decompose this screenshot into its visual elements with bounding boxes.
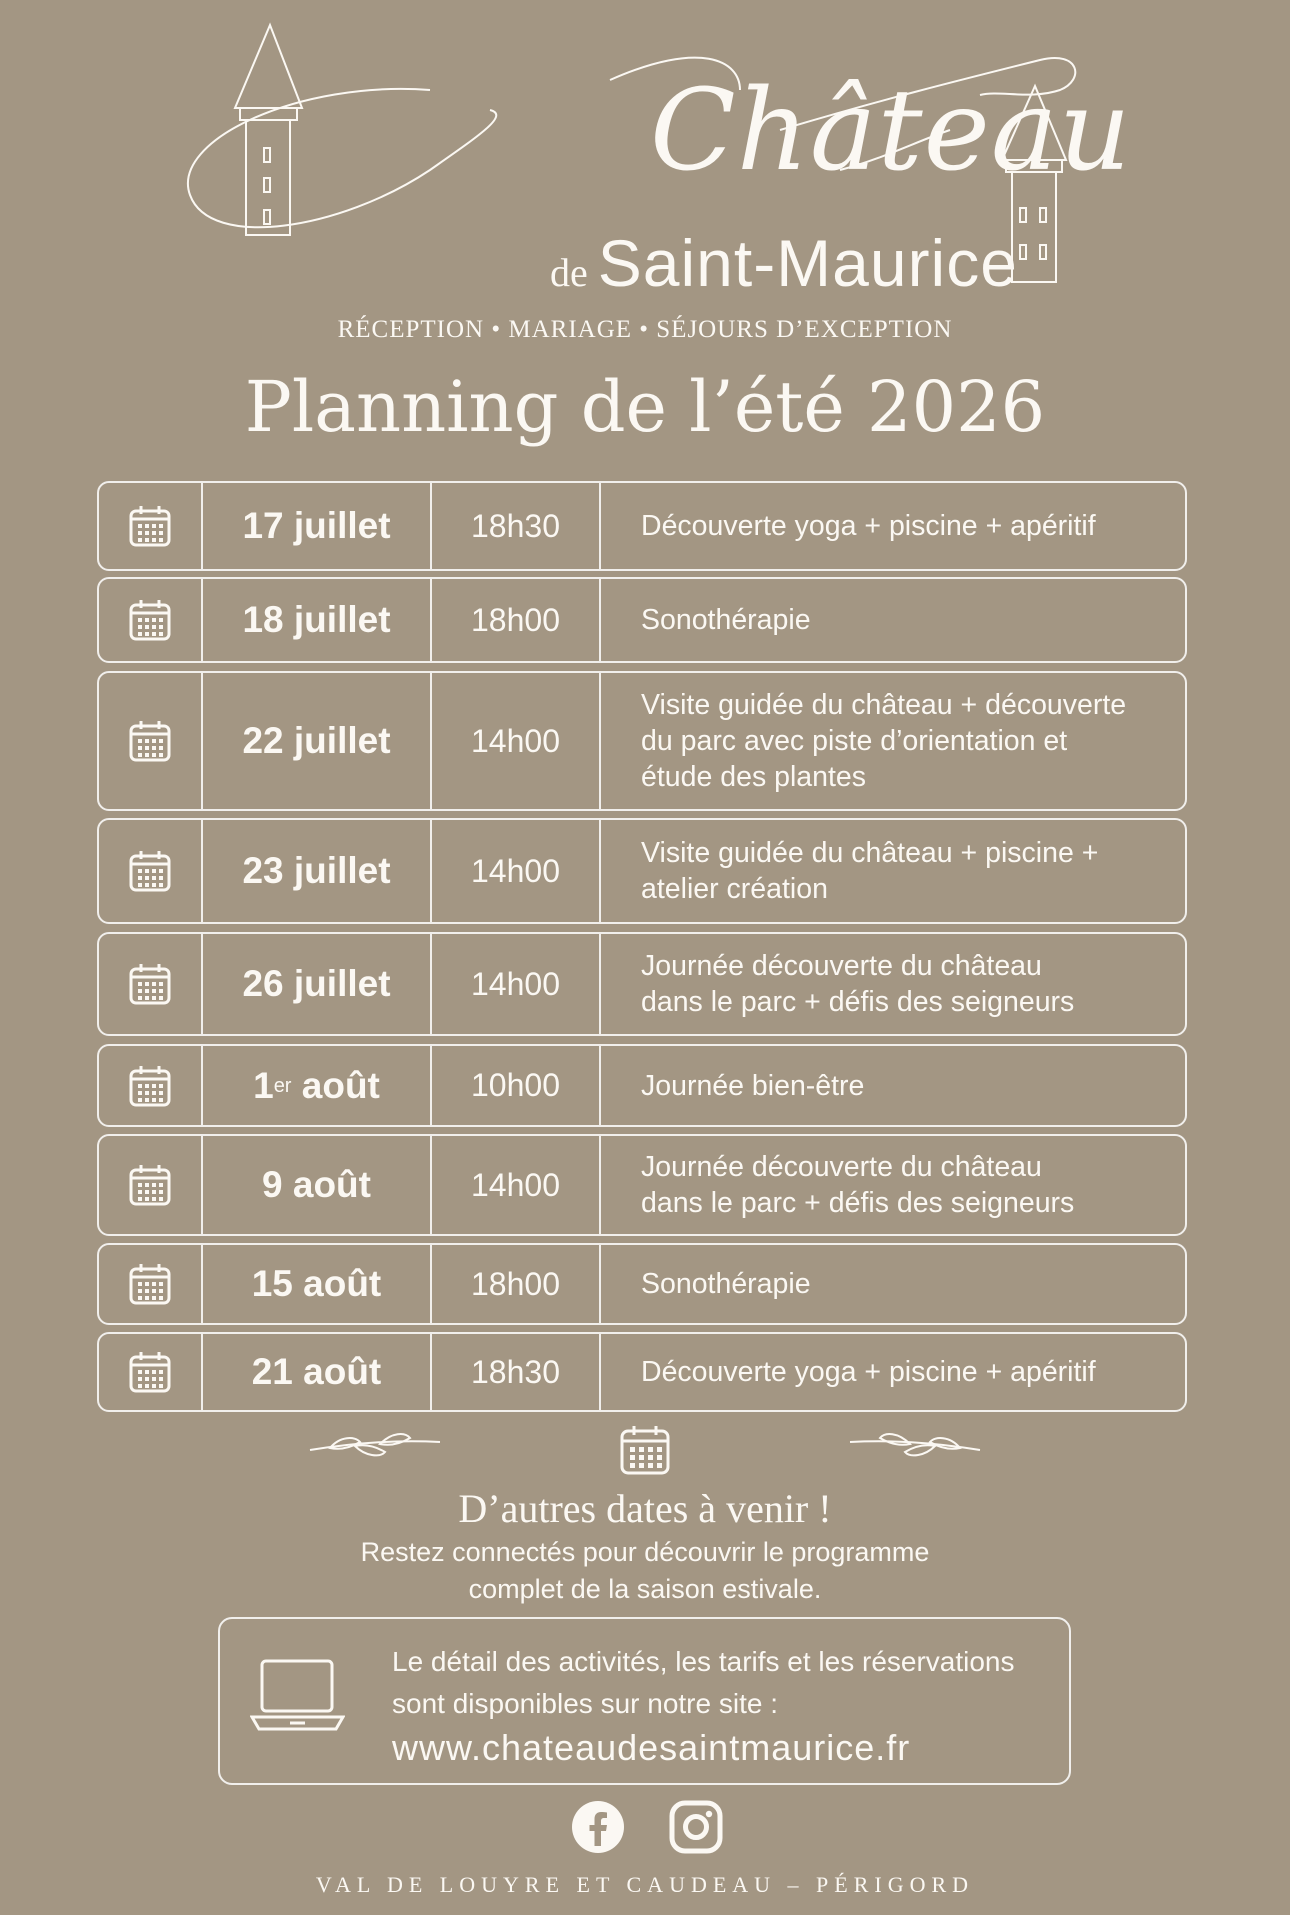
row-date: 21 août [203, 1334, 432, 1410]
row-activity [601, 1136, 1185, 1234]
row-date: 18 juillet [203, 579, 432, 661]
footer-location: VAL DE LOUYRE ET CAUDEAU – PÉRIGORD [315, 1872, 975, 1897]
row-time: 14h00 [432, 673, 601, 809]
tagline: RÉCEPTION • MARIAGE • SÉJOURS D’EXCEPTION [337, 316, 953, 343]
row-date: 26 juillet [203, 934, 432, 1034]
row-activity-text: Journée découverte du château dans le parc + défis des seigneurs [641, 950, 1075, 1018]
row-time: 18h30 [432, 483, 601, 569]
row-activity-text: Sonothérapie [641, 1268, 811, 1300]
info-box [218, 1617, 1071, 1785]
row-time: 18h30 [432, 1334, 601, 1410]
page-title: Planning de l’été 2026 [244, 366, 1046, 448]
row-time: 14h00 [432, 934, 601, 1034]
row-date: 23 juillet [203, 820, 432, 922]
row-date: 17 juillet [203, 483, 432, 569]
row-activity-text: Journée bien-être [641, 1069, 865, 1102]
schedule-row [97, 818, 1187, 924]
row-activity [601, 934, 1185, 1034]
row-date: 1 er août [203, 1046, 432, 1125]
schedule-row [97, 1134, 1187, 1236]
row-activity-text: Journée découverte du château dans le parc + défis des seigneurs [641, 1151, 1075, 1219]
info-text: Le détail des activités, les tarifs et les réservations sont disponibles sur notre site : [392, 1646, 1015, 1719]
row-activity [601, 1245, 1185, 1323]
calendar-icon [99, 934, 203, 1034]
leaf-branch-icon [300, 1420, 990, 1480]
row-activity [601, 820, 1185, 922]
logo [180, 20, 1132, 300]
row-activity [601, 483, 1185, 569]
row-activity [601, 673, 1185, 809]
calendar-icon [99, 1334, 203, 1410]
row-date: 15 août [203, 1245, 432, 1323]
row-activity-text: Visite guidée du château + découverte du parc avec piste d’orientation et étude des plantes [641, 689, 1127, 793]
row-activity-text: Découverte yoga + piscine + apéritif [641, 510, 1096, 542]
row-activity [601, 1046, 1185, 1125]
more-dates-title: D’autres dates à venir ! [458, 1486, 832, 1531]
row-date: 9 août [203, 1136, 432, 1234]
brand-main-name: Saint-Maurice [597, 226, 1018, 300]
calendar-icon [99, 579, 203, 661]
row-time: 18h00 [432, 1245, 601, 1323]
row-activity-text: Visite guidée du château + piscine + atelier création [641, 837, 1099, 905]
row-time: 10h00 [432, 1046, 601, 1125]
row-date-month: août [291, 1064, 380, 1106]
facebook-icon[interactable] [571, 1800, 625, 1854]
row-activity-text: Sonothérapie [641, 604, 811, 636]
more-dates-text: Restez connectés pour découvrir le programme complet de la saison estivale. [360, 1537, 930, 1604]
row-activity [601, 1334, 1185, 1410]
laptop-icon [250, 1653, 345, 1735]
schedule-row [97, 1044, 1187, 1127]
row-time: 14h00 [432, 820, 601, 922]
calendar-icon [99, 820, 203, 922]
schedule-row [97, 577, 1187, 663]
decorative-divider [300, 1420, 990, 1480]
brand-prefix: de [550, 250, 588, 295]
row-time: 14h00 [432, 1136, 601, 1234]
calendar-icon [622, 1426, 668, 1473]
schedule-row [97, 1243, 1187, 1325]
brand-script: Château [650, 66, 1132, 196]
row-date-number: 1 [253, 1064, 274, 1106]
schedule-row [97, 671, 1187, 811]
calendar-icon [99, 673, 203, 809]
calendar-icon [99, 1136, 203, 1234]
row-activity [601, 579, 1185, 661]
website-link[interactable]: www.chateaudesaintmaurice.fr [392, 1727, 911, 1768]
schedule-row [97, 1332, 1187, 1412]
schedule-row [97, 932, 1187, 1036]
calendar-icon [99, 483, 203, 569]
row-time: 18h00 [432, 579, 601, 661]
instagram-icon[interactable] [669, 1800, 723, 1854]
brand-name [550, 225, 1018, 301]
row-activity-text: Découverte yoga + piscine + apéritif [641, 1356, 1096, 1388]
calendar-icon [99, 1245, 203, 1323]
calendar-icon [99, 1046, 203, 1125]
schedule-row [97, 481, 1187, 571]
row-date: 22 juillet [203, 673, 432, 809]
